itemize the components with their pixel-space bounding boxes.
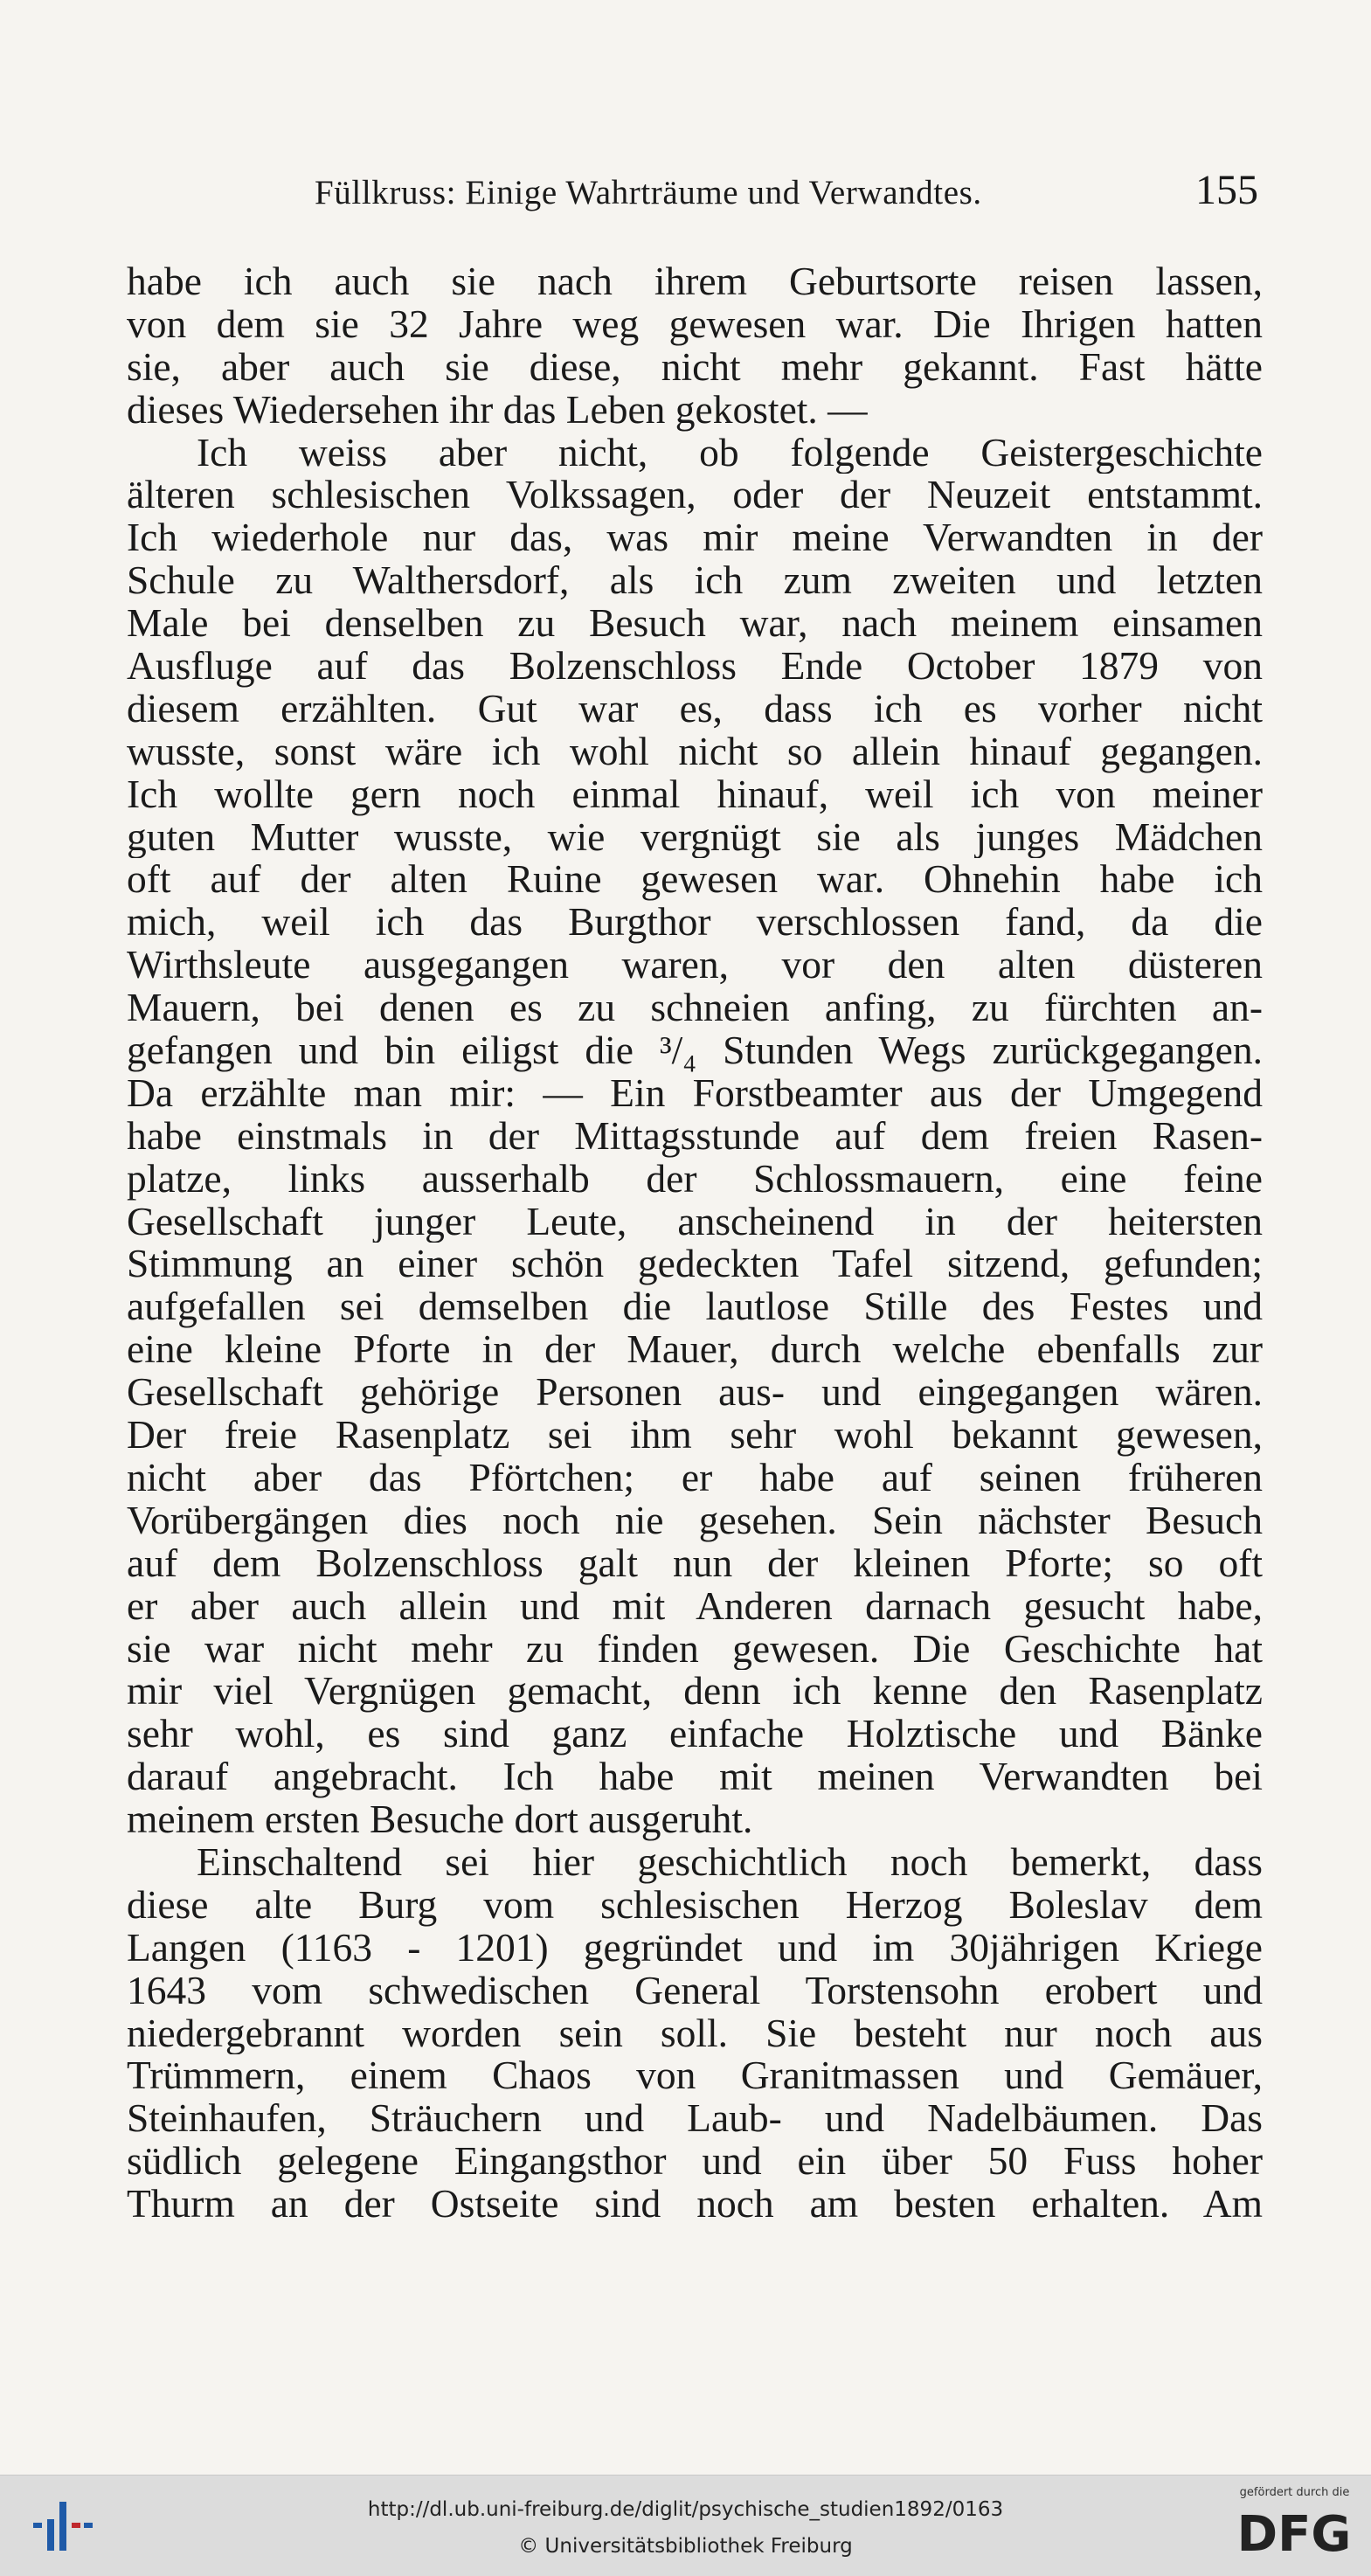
text-line: platze, links ausserhalb der Schlossmauern, eine feine bbox=[127, 1157, 1263, 1201]
text-line: sehr wohl, es sind ganz einfache Holztische und Bänke bbox=[127, 1713, 1263, 1756]
source-url-link[interactable]: http://dl.ub.uni-freiburg.de/diglit/psychische_studien1892/0163 bbox=[367, 2498, 1004, 2521]
text-line: guten Mutter wusste, wie vergnügt sie als junges Mädchen bbox=[127, 815, 1263, 859]
text-line: Ich wiederhole nur das, was mir meine Verwandten in der bbox=[127, 516, 1263, 560]
text-line: Ich weiss aber nicht, ob folgende Geistergeschichte bbox=[197, 431, 1263, 474]
text-line: Gesellschaft junger Leute, anscheinend in der heitersten bbox=[127, 1200, 1263, 1243]
text-line: südlich gelegene Eingangsthor und ein über 50 Fuss hoher bbox=[127, 2140, 1263, 2184]
text-line: niedergebrannt worden sein soll. Sie besteht nur noch aus bbox=[127, 2012, 1263, 2055]
running-head bbox=[131, 166, 1258, 218]
text-line: er aber auch allein und mit Anderen darnach gesucht habe, bbox=[127, 1584, 1263, 1628]
text-line: mir viel Vergnügen gemacht, denn ich kenne den Rasenplatz bbox=[127, 1670, 1263, 1714]
text-line: aufgefallen sei demselben die lautlose Stille des Festes und bbox=[127, 1285, 1263, 1329]
dfg-logo-icon bbox=[1236, 2503, 1354, 2561]
text-line: Da erzählte man mir: — Ein Forstbeamter aus der Umgegend bbox=[127, 1071, 1263, 1115]
text-line: Vorübergängen dies noch nie gesehen. Sein nächster Besuch bbox=[127, 1499, 1263, 1542]
body-text bbox=[127, 260, 1263, 2226]
text-line: diesem erzählten. Gut war es, dass ich es vorher nicht bbox=[127, 687, 1263, 731]
text-line: gefangen und bin eiligst die ³/₄ Stunden Wegs zurückgegangen. bbox=[127, 1029, 1263, 1072]
digitization-footer bbox=[0, 2475, 1371, 2576]
sponsor-logo-text: DFG bbox=[1236, 2506, 1352, 2561]
text-line: Einschaltend sei hier geschichtlich noch bemerkt, dass bbox=[197, 1840, 1263, 1884]
text-line: älteren schlesischen Volkssagen, oder der Neuzeit entstammt. bbox=[127, 474, 1263, 517]
text-line: Der freie Rasenplatz sei ihm sehr wohl bekannt gewesen, bbox=[127, 1414, 1263, 1457]
text-line: Schule zu Walthersdorf, als ich zum zweiten und letzten bbox=[127, 559, 1263, 603]
text-line: von dem sie 32 Jahre weg gewesen war. Die Ihrigen hatten bbox=[127, 302, 1263, 346]
text-line: Ich wollte gern noch einmal hinauf, weil ich von meiner bbox=[127, 772, 1263, 816]
text-line: Ausfluge auf das Bolzenschloss Ende October 1879 von bbox=[127, 645, 1263, 688]
text-line: Male bei denselben zu Besuch war, nach meinem einsamen bbox=[127, 602, 1263, 646]
text-line: Langen (1163 - 1201) gegründet und im 30jährigen Kriege bbox=[127, 1926, 1263, 1970]
text-line: Thurm an der Ostseite sind noch am besten erhalten. Am bbox=[127, 2183, 1263, 2226]
text-line: nicht aber das Pförtchen; er habe auf seinen früheren bbox=[127, 1456, 1263, 1499]
text-line: diese alte Burg vom schlesischen Herzog Boleslav dem bbox=[127, 1883, 1263, 1927]
text-line: mich, weil ich das Burgthor verschlossen fand, da die bbox=[127, 901, 1263, 945]
text-line: sie, aber auch sie diese, nicht mehr gekannt. Fast hätte bbox=[127, 345, 1263, 389]
text-line: oft auf der alten Ruine gewesen war. Ohnehin habe ich bbox=[127, 858, 1263, 902]
text-line: meinem ersten Besuche dort ausgeruht. bbox=[127, 1798, 753, 1841]
text-line: habe einstmals in der Mittagsstunde auf dem freien Rasen- bbox=[127, 1114, 1263, 1158]
text-line: sie war nicht mehr zu finden gewesen. Die Geschichte hat bbox=[127, 1627, 1263, 1671]
text-line: wusste, sonst wäre ich wohl nicht so allein hinauf gegangen. bbox=[127, 730, 1263, 773]
running-head-title: Füllkruss: Einige Wahrträume und Verwandtes. bbox=[315, 174, 982, 211]
text-line: habe ich auch sie nach ihrem Geburtsorte reisen lassen, bbox=[127, 260, 1263, 303]
text-line: auf dem Bolzenschloss galt nun der kleinen Pforte; so oft bbox=[127, 1541, 1263, 1585]
page-number: 155 bbox=[1195, 167, 1258, 213]
text-line: 1643 vom schwedischen General Torstensohn erobert und bbox=[127, 1969, 1263, 2012]
text-line: Trümmern, einem Chaos von Granitmassen und Gemäuer, bbox=[127, 2054, 1263, 2098]
text-line: dieses Wiedersehen ihr das Leben gekostet. — bbox=[127, 388, 868, 432]
text-line: Gesellschaft gehörige Personen aus- und eingegangen wären. bbox=[127, 1371, 1263, 1415]
text-line: darauf angebracht. Ich habe mit meinen Verwandten bei bbox=[127, 1755, 1263, 1799]
copyright-text: © Universitätsbibliothek Freiburg bbox=[518, 2535, 853, 2558]
text-line: eine kleine Pforte in der Mauer, durch welche ebenfalls zur bbox=[127, 1328, 1263, 1372]
text-line: Wirthsleute ausgegangen waren, vor den alten düsteren bbox=[127, 944, 1263, 987]
sponsor-caption: gefördert durch die bbox=[1239, 2486, 1350, 2499]
dfg-sponsor-logo bbox=[1236, 2486, 1354, 2569]
text-line: Steinhaufen, Sträuchern und Laub- und Nadelbäumen. Das bbox=[127, 2097, 1263, 2141]
text-line: Stimmung an einer schön gedeckten Tafel sitzend, gefunden; bbox=[127, 1243, 1263, 1286]
text-line: Mauern, bei denen es zu schneien anfing, zu fürchten an- bbox=[127, 987, 1263, 1030]
